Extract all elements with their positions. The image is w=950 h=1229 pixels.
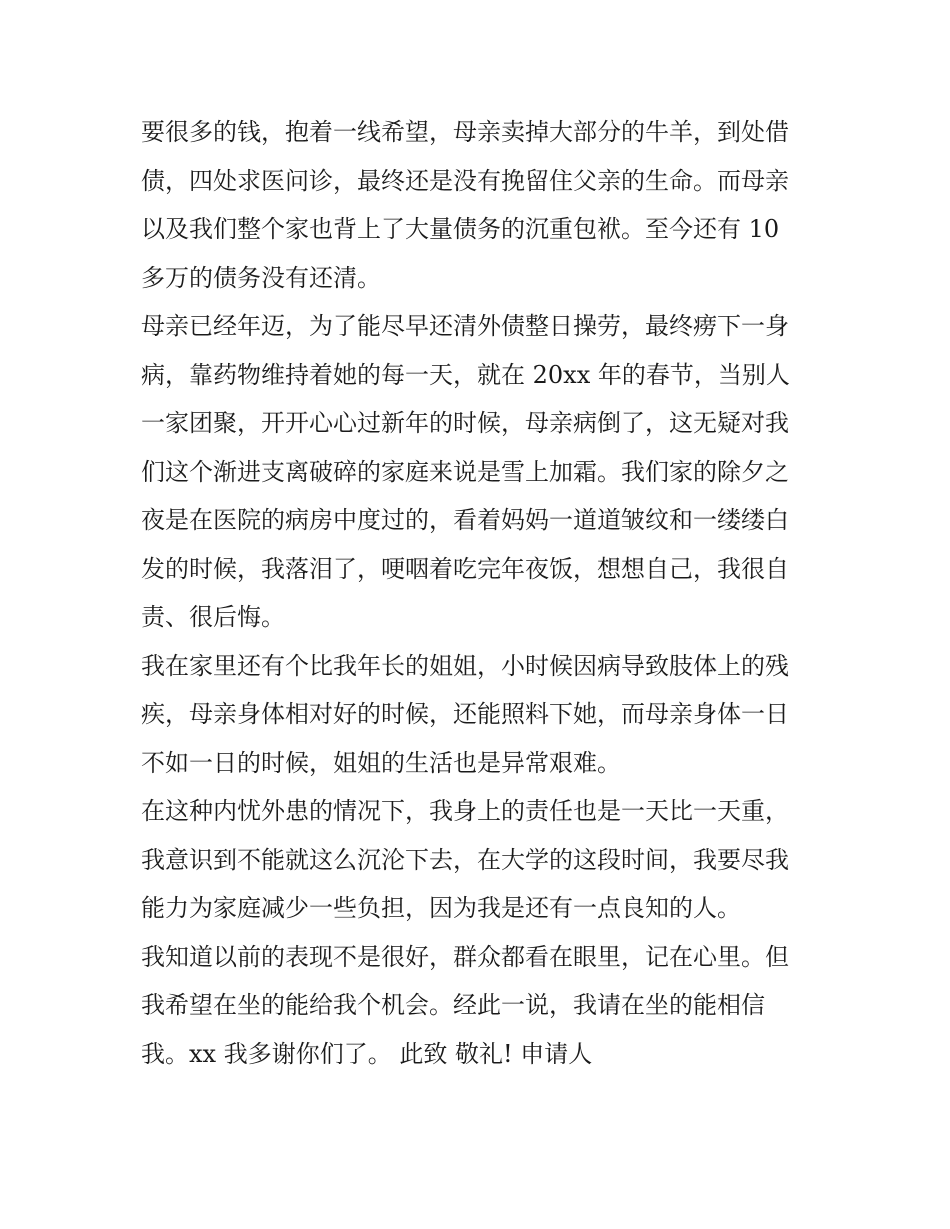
text-line: 以及我们整个家也背上了大量债务的沉重包袱。至今还有 10 — [141, 215, 780, 243]
text-line: 母亲已经年迈，为了能尽早还清外债整日操劳，最终痨下一身 — [141, 312, 789, 340]
text-line: 一家团聚，开开心心过新年的时候，母亲病倒了，这无疑对我 — [141, 409, 789, 437]
document-body — [141, 108, 811, 1078]
paragraph-4 — [141, 787, 811, 933]
text-line: 能力为家庭减少一些负担，因为我是还有一点良知的人。 — [141, 894, 741, 922]
text-line: 不如一日的时候，姐姐的生活也是异常艰难。 — [141, 748, 621, 777]
text-line: 病，靠药物维持着她的每一天，就在 20xx 年的春节，当别人 — [141, 360, 790, 389]
text-line: 多万的债务没有还清。 — [141, 263, 381, 292]
text-line: 我在家里还有个比我年长的姐姐，小时候因病导致肢体上的残 — [141, 651, 789, 680]
text-line: 要很多的钱，抱着一线希望，母亲卖掉大部分的牛羊，到处借 — [141, 118, 789, 146]
text-line: 我知道以前的表现不是很好，群众都看在眼里，记在心里。但 — [141, 942, 789, 971]
paragraph-1 — [141, 108, 811, 302]
text-line: 我意识到不能就这么沉沦下去，在大学的这段时间，我要尽我 — [141, 845, 789, 874]
text-line: 债，四处求医问诊，最终还是没有挽留住父亲的生命。而母亲 — [141, 166, 789, 195]
paragraph-5 — [141, 933, 811, 1079]
text-line: 夜是在医院的病房中度过的，看着妈妈一道道皱纹和一缕缕白 — [141, 506, 789, 534]
text-line: 们这个渐进支离破碎的家庭来说是雪上加霜。我们家的除夕之 — [141, 457, 789, 486]
text-line: 责、很后悔。 — [141, 603, 285, 631]
text-line: 我。xx 我多谢你们了。 此致 敬礼! 申请人 — [141, 1039, 593, 1068]
text-line: 发的时候，我落泪了，哽咽着吃完年夜饭，想想自己，我很自 — [141, 554, 789, 583]
paragraph-3 — [141, 642, 811, 788]
paragraph-2 — [141, 302, 811, 642]
text-line: 我希望在坐的能给我个机会。经此一说，我请在坐的能相信 — [141, 991, 765, 1019]
text-line: 在这种内忧外患的情况下，我身上的责任也是一天比一天重， — [141, 797, 789, 825]
text-line: 疾，母亲身体相对好的时候，还能照料下她，而母亲身体一日 — [141, 700, 789, 728]
